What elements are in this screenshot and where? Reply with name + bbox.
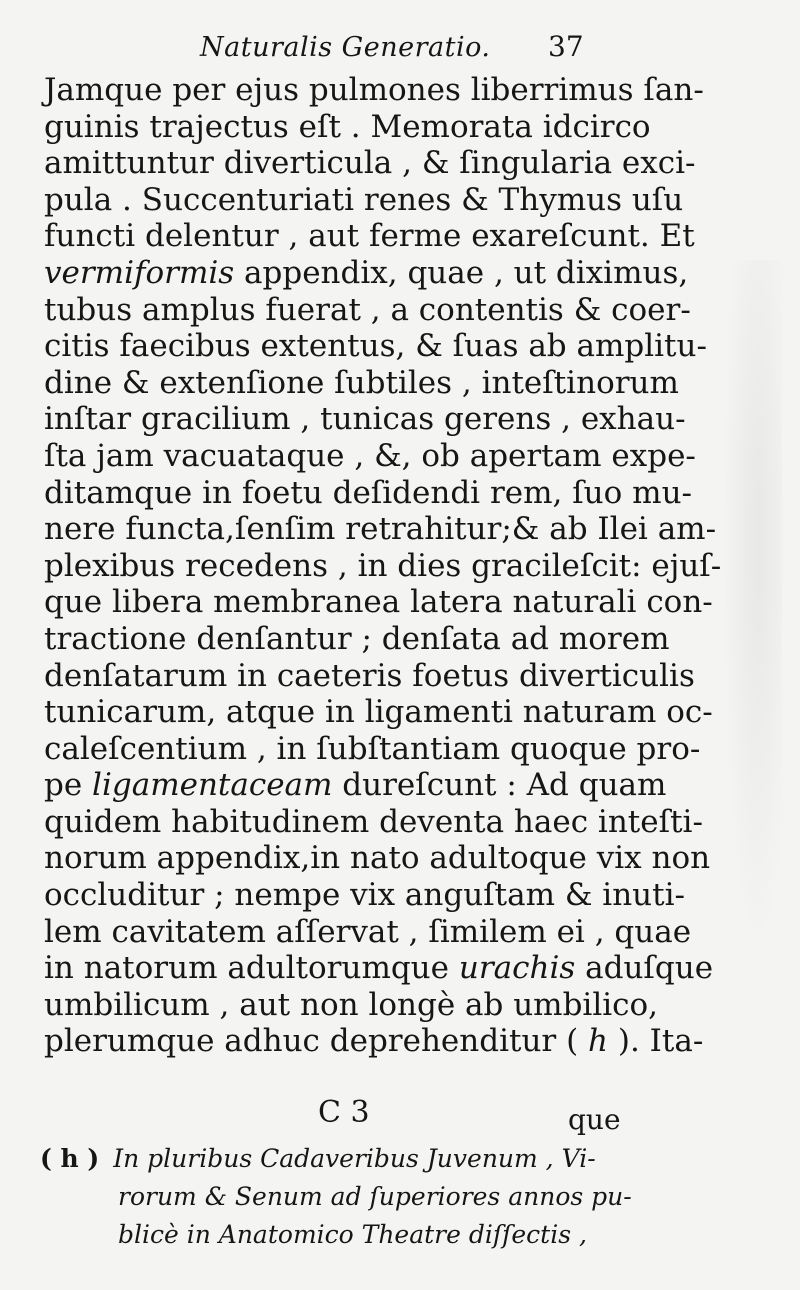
text-segment: nere functa,ſenſim retrahitur;& ab Ilei am- (44, 511, 717, 548)
text-line (44, 657, 695, 695)
page-footer (0, 1095, 800, 1135)
text-segment: in natorum adultorumque (44, 950, 459, 987)
signature-mark: C 3 (318, 1095, 370, 1130)
text-segment: norum appendix,in nato adultoque vix non (44, 840, 711, 877)
footnote-text: rorum & Senum ad ſuperiores annos pu- (118, 1182, 632, 1211)
text-segment: pe (44, 767, 93, 804)
text-segment: functi delentur , aut ferme exareſcunt. Et (44, 218, 695, 255)
text-segment: umbilicum , aut non longè ab umbilico, (44, 986, 659, 1023)
paper-bleed-through (722, 260, 782, 960)
text-line (44, 108, 651, 146)
page-number: 37 (548, 30, 584, 63)
page-header (0, 30, 800, 70)
text-segment: ſta jam vacuataque , &, ob apertam expe- (44, 437, 696, 474)
text-line (44, 877, 685, 914)
running-head: Naturalis Generatio. (200, 32, 491, 63)
text-segment: tunicarum, atque in ligamenti naturam oc- (44, 694, 713, 731)
text-segment: amittuntur diverticula , & ſingularia exci- (44, 145, 696, 182)
text-line (44, 181, 684, 219)
text-segment: Jamque per ejus pulmones liberrimus ſan- (44, 72, 704, 108)
text-line (44, 547, 722, 585)
text-line (44, 1023, 704, 1060)
text-segment: plexibus recedens , in dies gracileſcit: ejuſ- (44, 547, 722, 584)
footnote-line (40, 1140, 650, 1178)
text-segment: dureſcunt : Ad quam (332, 767, 667, 804)
footnote (40, 1140, 650, 1254)
text-segment: occluditur ; nempe vix anguſtam & inuti- (44, 877, 685, 914)
text-line (44, 437, 696, 475)
body-text (44, 72, 722, 1060)
text-line (44, 584, 713, 621)
text-segment: ditamque in foetu deſidendi rem, ſuo mu- (44, 474, 693, 511)
catchword: que (568, 1103, 621, 1136)
text-line (44, 328, 707, 365)
text-segment: guinis trajectus eſt . Memorata idcirco (44, 108, 651, 145)
text-segment: que libera membranea latera naturali con- (44, 584, 713, 621)
text-segment: urachis (458, 950, 576, 987)
footnote-line (40, 1178, 650, 1216)
text-segment: dine & extenſione ſubtiles , inteſtinorum (44, 364, 679, 401)
text-segment: h (588, 1023, 609, 1060)
text-segment: pula . Succenturiati renes & Thymus uſu (44, 181, 684, 218)
text-line (44, 913, 692, 951)
text-line (44, 730, 701, 768)
text-line (44, 840, 711, 877)
text-segment: tubus amplus fuerat , a contentis & coer- (44, 291, 691, 328)
footnote-text: In pluribus Cadaveribus Juvenum , Vi- (113, 1144, 596, 1173)
footnote-text: blicè in Anatomico Theatre diſſectis , (118, 1220, 587, 1249)
text-segment: tractione denſantur ; denſata ad morem (44, 620, 670, 657)
text-segment: lem cavitatem aſſervat , ſimilem ei , quae (44, 913, 692, 950)
text-line (44, 950, 714, 987)
footnote-line (40, 1216, 650, 1254)
text-line (44, 72, 704, 109)
text-line (44, 364, 679, 402)
text-segment: appendix, quae , ut diximus, (234, 254, 689, 291)
text-line (44, 474, 693, 512)
text-segment: ). Ita- (608, 1023, 704, 1060)
text-segment: aduſque (575, 950, 714, 987)
text-line (44, 145, 696, 182)
text-line (44, 218, 695, 255)
text-segment: vermiformis (44, 254, 235, 291)
text-segment: plerumque adhuc deprehenditur ( (44, 1023, 589, 1060)
text-segment: ligamentaceam (92, 767, 333, 804)
text-line (44, 986, 659, 1024)
text-segment: quidem habitudinem deventa haec inteſti- (44, 803, 703, 840)
text-segment: inſtar gracilium , tunicas gerens , exhau- (44, 401, 686, 438)
text-line (44, 254, 689, 292)
text-segment: denſatarum in caeteris foetus diverticulis (44, 657, 695, 694)
text-line (44, 767, 667, 804)
text-segment: caleſcentium , in ſubſtantiam quoque pro- (44, 730, 701, 767)
text-line (44, 620, 670, 658)
text-line (44, 291, 691, 329)
text-line (44, 401, 686, 438)
text-line (44, 511, 717, 548)
text-line (44, 694, 713, 731)
text-line (44, 803, 703, 841)
footnote-marker: ( h ) (40, 1144, 100, 1173)
text-segment: citis faecibus extentus, & ſuas ab amplitu- (44, 328, 707, 365)
